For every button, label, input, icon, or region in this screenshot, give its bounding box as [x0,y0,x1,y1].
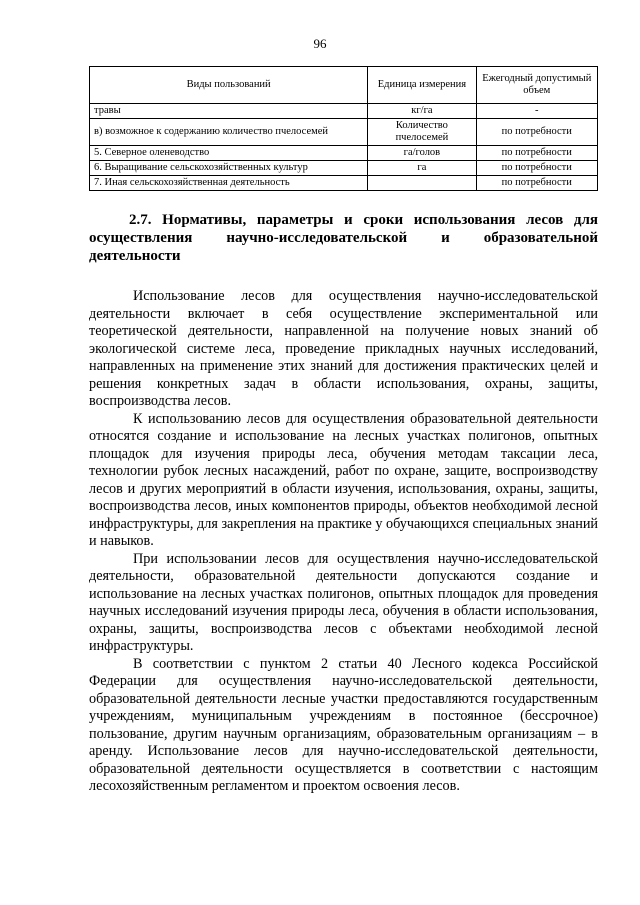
row-usage-type: 5. Северное оленеводство [90,146,368,161]
paragraph: В соответствии с пунктом 2 статьи 40 Лесного кодекса Российской Федерации для осуществления научно-исследовательской деятельности, образовательной деятельности лесные участки предоставляются государственным учреждениям, муниципальным учреждениям в постоянное (бессрочное) пользование, другим научным организациям, образовательным организациям – в аренду. Использование лесов для научно-исследовательской деятельности, образовательной деятельности осуществляется в соответствии с настоящим лесохозяйственным регламентом и проектом освоения лесов. [89,655,598,794]
row-unit: кг/га [368,104,476,119]
row-volume: по потребности [476,176,597,191]
paragraph: Использование лесов для осуществления научно-исследовательской деятельности включает в себя осуществление экспериментальной или теоретической деятельности, направленной на получение новых знаний об экологической системе леса, проведение прикладных научных исследований, направленных на применение этих знаний для достижения практических целей и решения конкретных задач в области использования, охраны, защиты, воспроизводства лесов. [89,288,598,409]
row-usage-type: 6. Выращивание сельскохозяйственных культур [90,161,368,176]
table-row [90,104,598,119]
table-row [90,119,598,146]
table-row [90,146,598,161]
paragraph: При использовании лесов для осуществления научно-исследовательской деятельности, образовательной деятельности допускаются создание и использование на лесных участках полигонов, опытных площадок для проведения научных исследований изучения природы леса, обучения в области использования, охраны, защиты, воспроизводства лесов с объектами необходимой лесной инфраструктуры. [89,550,598,654]
row-volume: по потребности [476,161,597,176]
row-unit: га [368,161,476,176]
section-body [89,288,598,796]
section-heading: 2.7. Нормативы, параметры и сроки использования лесов для осуществления научно-исследовательской и образовательной деятельности [89,212,598,264]
row-unit: га/голов [368,146,476,161]
header-unit: Единица измерения [368,67,476,104]
row-volume: - [476,104,597,119]
row-unit [368,176,476,191]
paragraph: К использованию лесов для осуществления образовательной деятельности относятся создание и использование на лесных участках полигонов, опытных площадок для изучения природы леса, обучения методам таксации леса, технологии рубок лесных насаждений, работ по охране, защите, воспроизводству лесов и других мероприятий в области изучения, использования, охраны, защиты, воспроизводства лесов, иных компонентов природы, объектов необходимой лесной инфраструктуры, для закрепления на практике у обучающихся специальных знаний и навыков. [89,410,598,549]
row-volume: по потребности [476,146,597,161]
table-row [90,176,598,191]
usage-table [89,66,598,191]
table-header-row [90,67,598,104]
page-number: 96 [313,36,327,51]
table-row [90,161,598,176]
row-usage-type: 7. Иная сельскохозяйственная деятельность [90,176,368,191]
row-usage-type: в) возможное к содержанию количество пчелосемей [90,119,368,146]
row-usage-type: травы [90,104,368,119]
header-annual-volume: Ежегодный допустимый объем [476,67,597,104]
row-unit: Количество пчелосемей [368,119,476,146]
row-volume: по потребности [476,119,597,146]
header-usage-type: Виды пользований [90,67,368,104]
